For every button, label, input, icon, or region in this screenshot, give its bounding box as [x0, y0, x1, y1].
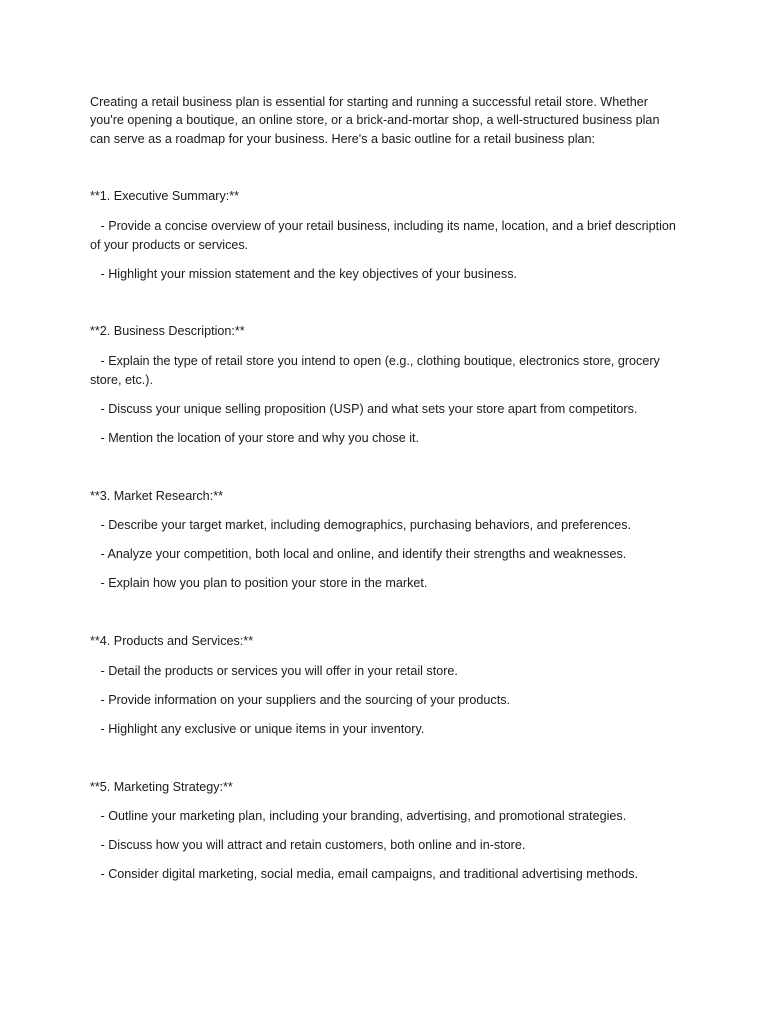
bullet-line: of your products or services. — [90, 238, 249, 252]
bullet-line: - Discuss how you will attract and retain customers, both online and in-store. — [90, 838, 526, 852]
bullet-line: - Outline your marketing plan, including your branding, advertising, and promotional strategies. — [90, 809, 627, 823]
bullet-line: - Consider digital marketing, social media, email campaigns, and traditional advertising methods. — [90, 867, 639, 881]
bullet-line: - Explain how you plan to position your store in the market. — [90, 576, 428, 590]
bullet-line: - Provide a concise overview of your retail business, including its name, location, and a brief description — [90, 219, 676, 233]
bullet-line: - Discuss your unique selling proposition (USP) and what sets your store apart from competitors. — [90, 402, 638, 416]
section-heading: **2. Business Description:** — [90, 324, 245, 338]
section-heading: **1. Executive Summary:** — [90, 189, 240, 203]
bullet-line: - Analyze your competition, both local and online, and identify their strengths and weaknesses. — [90, 547, 627, 561]
bullet-line: - Detail the products or services you will offer in your retail store. — [90, 664, 458, 678]
bullet-line: - Describe your target market, including demographics, purchasing behaviors, and preferences. — [90, 518, 632, 532]
section-heading: **5. Marketing Strategy:** — [90, 780, 233, 794]
bullet-line: store, etc.). — [90, 373, 153, 387]
section-heading: **3. Market Research:** — [90, 489, 223, 503]
intro-line: you're opening a boutique, an online store, or a brick-and-mortar shop, a well-structured business plan — [90, 113, 660, 127]
bullet-line: - Provide information on your suppliers and the sourcing of your products. — [90, 693, 511, 707]
intro-line: Creating a retail business plan is essential for starting and running a successful retail store. Whether — [90, 95, 648, 109]
bullet-line: - Explain the type of retail store you intend to open (e.g., clothing boutique, electronics store, grocery — [90, 354, 660, 368]
bullet-line: - Highlight your mission statement and the key objectives of your business. — [90, 267, 517, 281]
intro-line: can serve as a roadmap for your business. Here's a basic outline for a retail business plan: — [90, 132, 596, 146]
bullet-line: - Mention the location of your store and why you chose it. — [90, 431, 420, 445]
section-heading: **4. Products and Services:** — [90, 634, 254, 648]
bullet-line: - Highlight any exclusive or unique items in your inventory. — [90, 722, 425, 736]
